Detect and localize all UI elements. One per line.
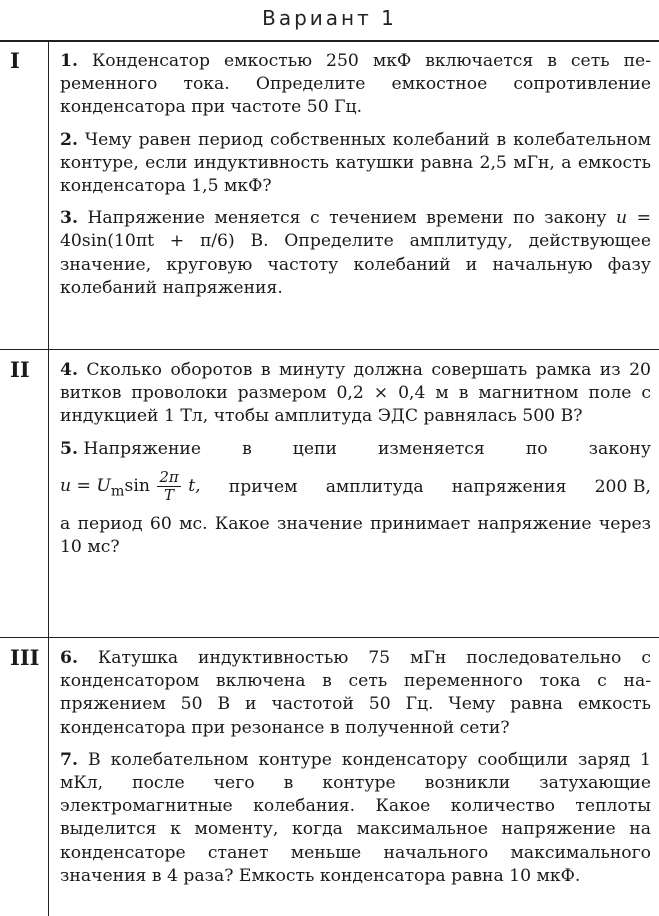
problem-text-continued: В. Определите амплитуду, действующее значение, круговую частоту колебаний и начальную фазу колебаний напряжения.: [60, 231, 651, 298]
formula-t: t,: [188, 476, 201, 497]
problem-text: Конденсатор емкостью 250 мкФ включается в сеть переменного тока. Определите емкостное сопротивление конденсатора при частоте 50 Гц.: [60, 51, 652, 118]
word: причем: [228, 476, 298, 497]
section-iii-problems: [60, 647, 651, 897]
formula-variable: u: [616, 208, 628, 229]
problem-text: Сколько оборотов в минуту должна совершать рамка из 20 витков проволоки размером 0,2 × 0,4 м в магнитном поле с индукцией 1 Тл, чтобы амплитуда ЭДС равнялась 500 В?: [60, 360, 651, 427]
problem-text: Катушка индуктивностью 75 мГн последовательно с конденсатором включена в сеть переменного тока с напряжением 50 В и частотой 50 Гц. Чему равна емкость конденсатора при резонансе в полученной сети?: [60, 648, 651, 738]
problem-1: [60, 50, 651, 120]
problem-5-line-3: а период 60 мс. Какое значение принимает напряжение через 10 мс?: [60, 513, 651, 558]
section-numeral-i: I: [10, 48, 20, 73]
table-column-divider: [48, 41, 49, 916]
formula: [60, 469, 201, 504]
problem-number: 1.: [60, 51, 78, 71]
problem-number: 3.: [60, 208, 78, 229]
section-numeral-ii: II: [10, 357, 30, 382]
section-ii-problems: [60, 359, 651, 559]
fraction-numerator: 2π: [159, 468, 179, 487]
formula-sin: sin: [124, 476, 150, 497]
formula-u: u: [60, 476, 72, 497]
problem-3: [60, 207, 651, 300]
problem-number: 2.: [60, 129, 78, 150]
formula-subscript: m: [110, 483, 125, 500]
section-numeral-iii: III: [10, 645, 40, 670]
problem-6: [60, 647, 651, 740]
problem-5-line-1: [60, 438, 651, 461]
word: амплитуда: [325, 476, 424, 497]
formula-equals: =: [71, 476, 97, 497]
problem-text: В колебательном контуре конденсатору сообщили заряд 1 мКл, после чего в контуре возникли затухающие электромагнитные колебания. Какое количество теплоты выделится к моменту, когда максимальное напряжение на конденсаторе станет меньше начального максимального значения в 4 раза? Емкость конденсатора равна 10 мкФ.: [60, 749, 651, 886]
problem-number: 4.: [60, 360, 78, 380]
word: закону: [588, 438, 651, 459]
problem-5-line-2: [60, 465, 651, 509]
formula: = 40sin(10πt + π/6): [60, 208, 652, 252]
word: Напряжение: [83, 438, 202, 459]
problem-number: 7.: [60, 749, 78, 770]
fraction-denominator: T: [164, 486, 175, 505]
problem-2: [60, 129, 651, 199]
problem-5: [60, 438, 651, 560]
word: 200 В,: [594, 476, 651, 497]
page-title: Вариант 1: [262, 6, 397, 30]
formula-U: U: [96, 476, 111, 497]
word: напряжения: [451, 476, 567, 497]
problem-text: Чему равен период собственных колебаний в колебательном контуре, если индуктивность катушки равна 2,5 мГн, а емкость конденсатора 1,5 мкФ?: [60, 129, 651, 197]
word: по: [525, 438, 548, 459]
problem-7: [60, 749, 651, 888]
word: в: [242, 438, 252, 459]
section-i-problems: [60, 50, 651, 309]
section-divider-1: [0, 349, 659, 350]
formula-fraction: [157, 469, 180, 504]
problem-text: Напряжение меняется с течением времени по закону: [87, 208, 607, 229]
problem-number: 5.: [60, 438, 78, 459]
problem-4: [60, 359, 651, 429]
word: изменяется: [377, 438, 485, 459]
problem-number: 6.: [60, 648, 78, 668]
word: цепи: [292, 438, 337, 459]
section-divider-2: [0, 637, 659, 638]
table-top-border: [0, 40, 659, 42]
